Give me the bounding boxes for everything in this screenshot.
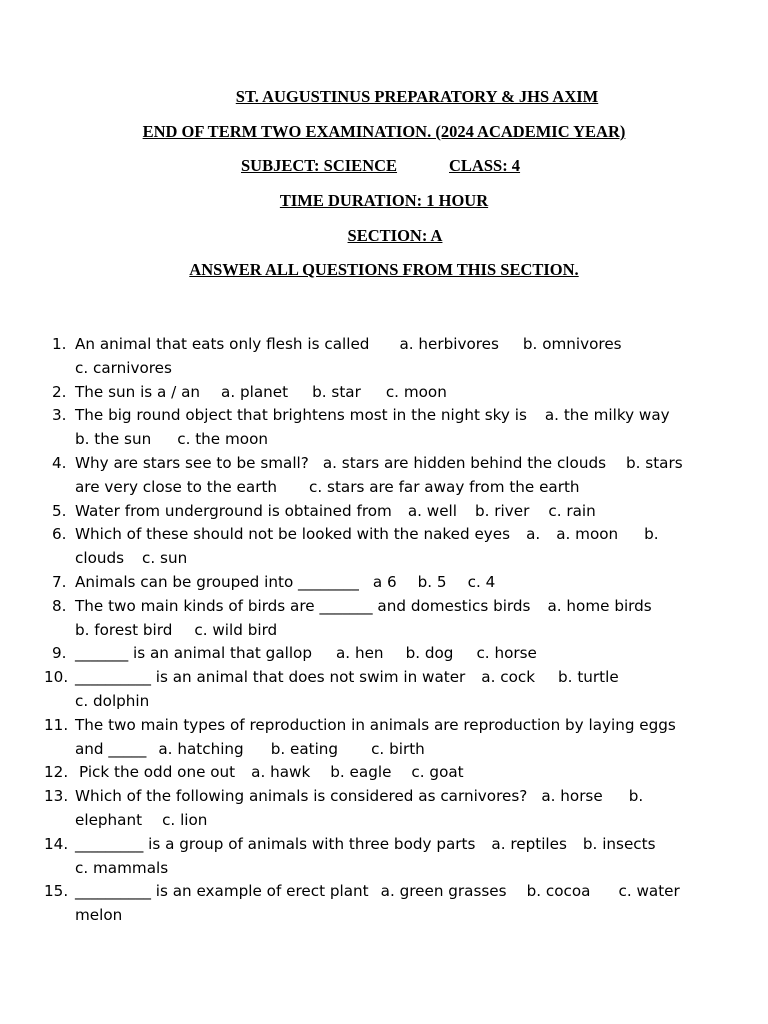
option-c: c. stars are far away from the earth (309, 477, 580, 496)
option-b: b. cocoa (526, 882, 591, 901)
question-number: 13. (44, 787, 69, 806)
option-a: a. hen (336, 644, 384, 663)
question-14 (44, 833, 684, 881)
question-number: 9. (52, 644, 67, 663)
question-stem: __________ is an animal that does not swim in water (75, 668, 466, 687)
option-a: a. green grasses (380, 882, 507, 901)
option-b: b. forest bird (75, 620, 173, 639)
option-c-continued: melon (75, 906, 123, 925)
section-instruction: ANSWER ALL QUESTIONS FROM THIS SECTION. (189, 260, 579, 279)
option-c: c. dolphin (75, 691, 150, 710)
option-b: b. star (312, 382, 361, 401)
question-11 (44, 714, 684, 762)
school-name: ST. AUGUSTINUS PREPARATORY & JHS AXIM (235, 87, 599, 106)
question-4 (44, 452, 684, 500)
option-a: a. herbivores (399, 335, 499, 353)
question-1 (44, 333, 684, 381)
question-list (44, 333, 684, 928)
question-stem: The sun is a / an (75, 382, 201, 401)
question-number: 8. (52, 596, 67, 615)
option-b: b. turtle (558, 668, 619, 687)
option-b-continued: are very close to the earth (75, 477, 278, 496)
option-b-continued: elephant (75, 810, 143, 829)
option-c: c. wild bird (194, 620, 278, 639)
option-a: a. hawk (251, 763, 311, 782)
option-a-label: a. (526, 525, 541, 544)
question-3 (44, 404, 684, 452)
option-b-continued: clouds (75, 549, 125, 568)
question-stem: The big round object that brightens most in the night sky is (75, 406, 527, 425)
question-number: 5. (52, 501, 67, 520)
time-duration: TIME DURATION: 1 HOUR (279, 191, 489, 210)
option-a: a. planet (221, 382, 289, 401)
question-stem: Which of the following animals is considered as carnivores? (75, 787, 528, 806)
question-number: 1. (52, 335, 67, 353)
question-9 (44, 642, 684, 666)
question-number: 7. (52, 572, 67, 591)
question-stem: Pick the odd one out (79, 763, 236, 782)
question-8 (44, 595, 684, 643)
option-c: c. birth (371, 739, 425, 758)
option-a: a. cock (481, 668, 536, 687)
option-b: b. dog (405, 644, 454, 663)
option-c: c. sun (142, 549, 188, 568)
option-c: c. horse (476, 644, 537, 663)
option-a: a. home birds (547, 596, 652, 615)
question-12 (44, 761, 684, 785)
option-b: b. the sun (75, 430, 152, 449)
option-a: a. horse (541, 787, 603, 806)
option-b: b. (628, 787, 644, 806)
option-a: a. well (407, 501, 457, 520)
question-7 (44, 571, 684, 595)
class-label: CLASS: 4 (449, 156, 521, 175)
question-stem: Why are stars see to be small? (75, 453, 309, 472)
section-title: SECTION: A (347, 226, 443, 245)
option-c: c. mammals (75, 858, 169, 877)
option-a: a. stars are hidden behind the clouds (322, 453, 606, 472)
question-stem: Which of these should not be looked with the naked eyes (75, 525, 511, 544)
question-number: 14. (44, 834, 69, 853)
question-number: 15. (44, 882, 69, 901)
question-13 (44, 785, 684, 833)
option-b: b. insects (582, 834, 656, 853)
option-c: c. the moon (177, 430, 268, 449)
option-a: a. hatching (158, 739, 244, 758)
option-b: b. omnivores (522, 335, 622, 353)
question-stem: Water from underground is obtained from (75, 501, 392, 520)
question-number: 10. (44, 668, 69, 687)
option-a: a 6 (372, 572, 397, 591)
question-stem: An animal that eats only flesh is called (75, 335, 370, 353)
option-b: b. stars (626, 453, 683, 472)
question-number: 12. (44, 763, 69, 782)
question-15 (44, 880, 684, 928)
question-stem: __________ is an example of erect plant (75, 882, 369, 901)
question-stem: Animals can be grouped into ________ (75, 572, 359, 591)
option-b: b. eating (270, 739, 339, 758)
question-number: 3. (52, 406, 67, 425)
exam-title: END OF TERM TWO EXAMINATION. (2024 ACADEMIC YEAR) (142, 122, 626, 141)
question-number: 2. (52, 382, 67, 401)
question-stem-continued: and _____ (75, 739, 147, 758)
option-a: a. the milky way (544, 406, 670, 425)
option-b: b. 5 (417, 572, 447, 591)
option-c: c. carnivores (75, 358, 172, 377)
option-a: a. moon (556, 525, 619, 544)
question-5 (44, 500, 684, 524)
option-c: c. goat (411, 763, 464, 782)
question-2 (44, 381, 684, 405)
question-stem: _______ is an animal that gallop (75, 644, 312, 663)
option-c: c. rain (548, 501, 596, 520)
option-c: c. water (618, 882, 680, 901)
option-a: a. reptiles (491, 834, 567, 853)
question-stem: _________ is a group of animals with three body parts (75, 834, 476, 853)
option-b: b. eagle (330, 763, 392, 782)
option-b: b. (644, 525, 659, 544)
option-c: c. moon (385, 382, 447, 401)
question-number: 4. (52, 453, 67, 472)
question-stem: The two main types of reproduction in animals are reproduction by laying eggs (75, 715, 676, 734)
question-number: 11. (44, 715, 69, 734)
option-b: b. river (475, 501, 530, 520)
question-6 (44, 523, 684, 571)
option-c: c. lion (162, 810, 208, 829)
question-stem: The two main kinds of birds are _______ and domestics birds (75, 596, 531, 615)
question-10 (44, 666, 684, 714)
question-number: 6. (52, 525, 67, 544)
subject-label: SUBJECT: SCIENCE (241, 156, 398, 175)
option-c: c. 4 (467, 572, 496, 591)
